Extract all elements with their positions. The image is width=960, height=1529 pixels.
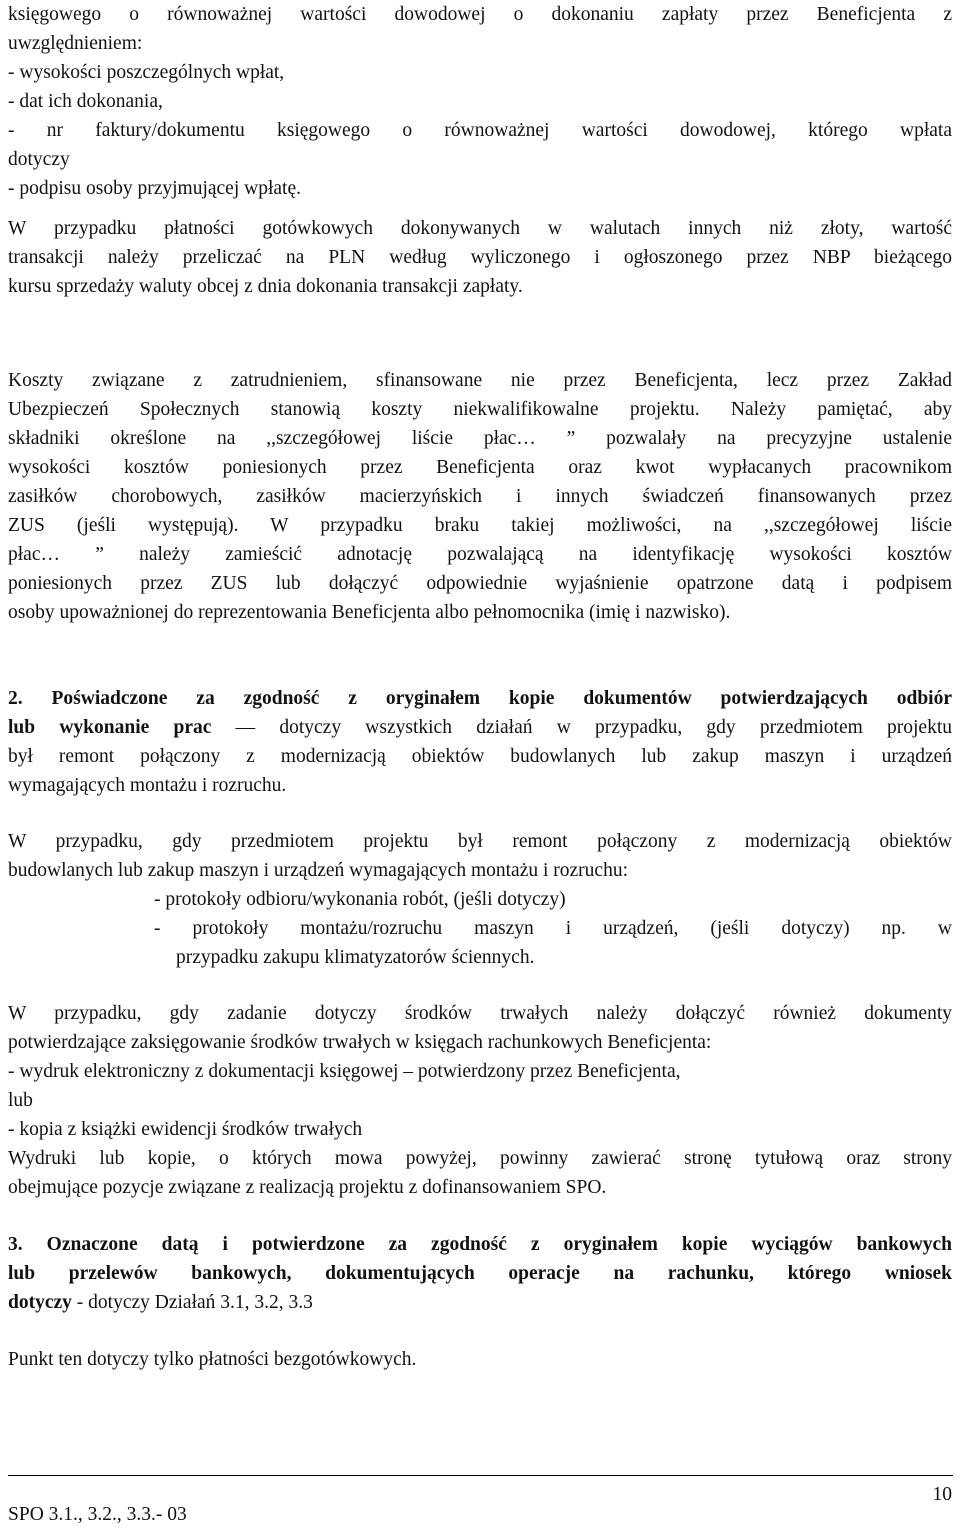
- section-heading: 3. Oznaczone datą i potwierdzone za zgodność z oryginałem kopie wyciągów bankowych: [8, 1234, 952, 1255]
- text-line: [8, 713, 952, 742]
- list-item: - wydruk elektroniczny z dokumentacji księgowej – potwierdzony przez Beneficjenta,: [8, 1061, 681, 1082]
- section-3: [8, 1230, 952, 1317]
- text-line: transakcji należy przeliczać na PLN według wyliczonego i ogłoszonego przez NBP bieżącego: [8, 247, 952, 268]
- list-item: - podpisu osoby przyjmującej wpłatę.: [8, 178, 301, 199]
- text-line: W przypadku płatności gotówkowych dokonywanych w walutach innych niż złoty, wartość: [8, 218, 952, 239]
- text-line: W przypadku, gdy zadanie dotyczy środków trwałych należy dołączyć również dokumenty: [8, 1003, 952, 1024]
- footer-divider: [8, 1475, 953, 1476]
- section-heading-continued: lub wykonanie prac: [8, 717, 212, 738]
- text-line: Wydruki lub kopie, o których mowa powyżej, powinny zawierać stronę tytułową oraz strony: [8, 1148, 952, 1169]
- text-line: Ubezpieczeń Społecznych stanowią koszty niekwalifikowalne projektu. Należy pamiętać, aby: [8, 399, 952, 420]
- text-line: zasiłków chorobowych, zasiłków macierzyńskich i innych świadczeń finansowanych przez: [8, 486, 952, 507]
- list-item-continued: przypadku zakupu klimatyzatorów ściennych.: [176, 947, 535, 968]
- text-line: składniki określone na ,,szczegółowej liście płac… ” pozwalały na precyzyjne ustalenie: [8, 428, 952, 449]
- currency-paragraph: [8, 214, 952, 301]
- text-line: wymagających montażu i rozruchu.: [8, 775, 287, 796]
- list-item: - protokoły montażu/rozruchu maszyn i urządzeń, (jeśli dotyczy) np. w: [154, 918, 952, 939]
- text-line: płac… ” należy zamieścić adnotację pozwalającą na identyfikację wysokości kosztów: [8, 544, 952, 565]
- costs-paragraph: [8, 366, 952, 627]
- text-line: dotyczy: [8, 149, 70, 170]
- text-line: W przypadku, gdy przedmiotem projektu był remont połączony z modernizacją obiektów: [8, 831, 952, 852]
- list-item: - nr faktury/dokumentu księgowego o równoważnej wartości dowodowej, którego wpłata: [8, 120, 952, 141]
- text-line: Koszty związane z zatrudnieniem, sfinansowane nie przez Beneficjenta, lecz przez Zakład: [8, 370, 952, 391]
- list-item: - wysokości poszczególnych wpłat,: [8, 62, 285, 83]
- section-2: [8, 684, 952, 800]
- list-item: - protokoły odbioru/wykonania robót, (jeśli dotyczy): [154, 889, 566, 910]
- section-heading-continued: lub przelewów bankowych, dokumentujących operacje na rachunku, którego wniosek: [8, 1263, 952, 1284]
- note-paragraph: [8, 1345, 952, 1374]
- remont-paragraph: [8, 827, 952, 972]
- text-line: osoby upoważnionej do reprezentowania Beneficjenta albo pełnomocnika (imię i nazwisko).: [8, 602, 731, 623]
- text-line: [8, 1288, 952, 1317]
- section-heading: 2. Poświadczone za zgodność z oryginałem kopie dokumentów potwierdzających odbiór: [8, 688, 952, 709]
- text-line: kursu sprzedaży waluty obcej z dnia dokonania transakcji zapłaty.: [8, 276, 523, 297]
- text-line: lub: [8, 1090, 33, 1111]
- text-line: poniesionych przez ZUS lub dołączyć odpowiednie wyjaśnienie opatrzone datą i podpisem: [8, 573, 952, 594]
- text-line: budowlanych lub zakup maszyn i urządzeń wymagających montażu i rozruchu:: [8, 860, 628, 881]
- text-line: potwierdzające zaksięgowanie środków trwałych w księgach rachunkowych Beneficjenta:: [8, 1032, 712, 1053]
- text-line: ZUS (jeśli występują). W przypadku braku takiej możliwości, na ,,szczegółowej liście: [8, 515, 952, 536]
- footer-label: SPO 3.1., 3.2., 3.3.- 03: [8, 1504, 187, 1525]
- section-heading-end: dotyczy: [8, 1292, 72, 1313]
- text-line: Punkt ten dotyczy tylko płatności bezgotówkowych.: [8, 1349, 417, 1370]
- list-item: - kopia z książki ewidencji środków trwałych: [8, 1119, 363, 1140]
- top-list-block: [8, 0, 952, 203]
- text-line: uwzględnieniem:: [8, 33, 143, 54]
- text-span: - dotyczy Działań 3.1, 3.2, 3.3: [71, 1292, 313, 1313]
- text-line: był remont połączony z modernizacją obiektów budowlanych lub zakup maszyn i urządzeń: [8, 746, 952, 767]
- text-line: księgowego o równoważnej wartości dowodowej o dokonaniu zapłaty przez Beneficjenta z: [8, 4, 952, 25]
- list-item: - dat ich dokonania,: [8, 91, 163, 112]
- text-line: obejmujące pozycje związane z realizacją projektu z dofinansowaniem SPO.: [8, 1177, 607, 1198]
- text-span: — dotyczy wszystkich działań w przypadku, gdy przedmiotem projektu: [211, 717, 952, 738]
- text-line: wysokości kosztów poniesionych przez Beneficjenta oraz kwot wypłacanych pracownikom: [8, 457, 952, 478]
- page-number: 10: [932, 1484, 952, 1505]
- srodki-paragraph: [8, 999, 952, 1202]
